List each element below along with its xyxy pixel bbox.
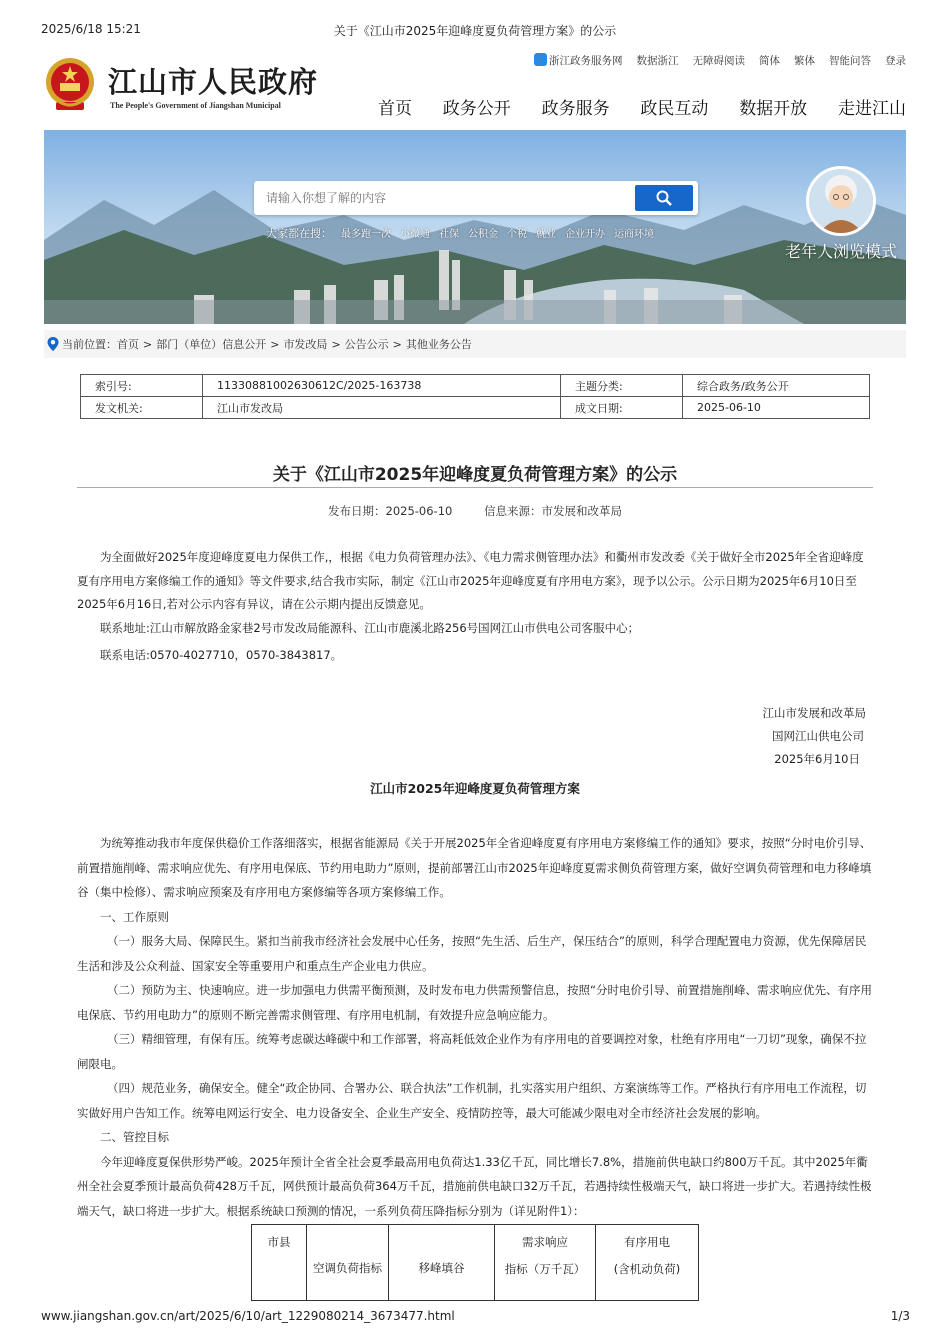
- search-box: [254, 181, 698, 215]
- publish-date: 发布日期：2025-06-10: [328, 504, 453, 518]
- elder-mode-avatar-icon[interactable]: [806, 166, 876, 236]
- hot-search-item[interactable]: 最多跑一次: [341, 229, 391, 240]
- paragraph: （三）精细管理，有保有压。统筹考虑碳达峰碳中和工作部署，将高耗低效企业作为有序用电的首要调控对象，杜绝有序用电“一刀切”现象，确保不拉闸限电。: [77, 1032, 867, 1071]
- section-heading: 一、工作原则: [100, 909, 169, 924]
- breadcrumb: 当前位置： 首页 > 部门（单位）信息公开 > 市发改局 > 公告公示 > 其他业务公告: [44, 330, 906, 358]
- hot-search-row: [266, 225, 654, 241]
- paragraph: （二）预防为主、快速响应。进一步加强电力供需平衡预测，及时发布电力供需预警信息，按照“分时电价引导、前置措施削峰、需求响应优先、有序用电保底、节约用电助力”的原则不断完善需求侧管理、有序用电机制，有效提升应急响应能力。: [77, 983, 872, 1022]
- signature-dept: 江山市发展和改革局: [762, 706, 866, 720]
- signature-date: 2025年6月10日: [774, 752, 860, 766]
- print-url: www.jiangshan.gov.cn/art/2025/6/10/art_1229080214_3673477.html: [41, 1309, 455, 1323]
- paragraph: 为统筹推动我市年度保供稳价工作落细落实，根据省能源局《关于开展2025年全省迎峰度夏有序用电方案修编工作的通知》要求，按照“分时电价引导、前置措施削峰、需求响应优先、有序用电保底、节约用电助力”原则，提前部署江山市2025年迎峰度夏需求侧负荷管理方案，做好空调负荷管理和电力移峰填谷（集中检修）、需求响应预案及有序用电方案修编等各项方案修编工作。: [77, 836, 872, 899]
- breadcrumb-home[interactable]: 首页: [117, 338, 139, 351]
- location-pin-icon: [46, 336, 60, 352]
- hot-search-item[interactable]: 社保: [439, 229, 459, 240]
- site-name-en: The People's Government of Jiangshan Municipal: [110, 101, 281, 110]
- search-button[interactable]: [635, 185, 693, 211]
- paragraph: （四）规范业务，确保安全。健全“政企协同、合署办公、联合执法”工作机制，扎实落实用户组织、方案演练等工作。严格执行有序用电工作流程，切实做好用户告知工作。统筹电网运行安全、电力设备安全、企业生产安全、疫情防控等，最大可能减少限电对全市经济社会发展的影响。: [77, 1081, 867, 1120]
- signature-company: 国网江山供电公司: [772, 729, 864, 743]
- col-orderly-power-line1: 有序用电: [624, 1235, 670, 1249]
- col-county: 市县: [252, 1225, 307, 1301]
- nav-open-data[interactable]: 数据开放: [739, 99, 808, 119]
- hot-search-item[interactable]: 公积金: [468, 229, 498, 240]
- col-ac-load: 空调负荷指标: [307, 1225, 389, 1301]
- issuer-label: 发文机关:: [81, 397, 203, 419]
- col-peak-shift: 移峰填谷: [389, 1225, 495, 1301]
- hot-search-item[interactable]: 就业: [536, 229, 556, 240]
- hot-search-item[interactable]: 小微通: [400, 229, 430, 240]
- signature-block: [600, 702, 866, 771]
- index-value: 11330881002630612C/2025-163738: [203, 375, 561, 397]
- nav-gov-services[interactable]: 政务服务: [541, 99, 610, 119]
- plan-body: [77, 831, 874, 1223]
- breadcrumb-notice[interactable]: 公告公示: [344, 338, 389, 351]
- topic-label: 主题分类:: [561, 375, 683, 397]
- notice-body: [77, 546, 874, 668]
- topic-value: 综合政务/政务公开: [683, 375, 870, 397]
- national-emblem-icon[interactable]: [44, 56, 96, 112]
- col-orderly-power: [596, 1225, 699, 1301]
- col-demand-response: [495, 1225, 596, 1301]
- toplink-traditional[interactable]: 繁体: [794, 55, 815, 67]
- nav-interaction[interactable]: 政民互动: [640, 99, 709, 119]
- breadcrumb-other[interactable]: 其他业务公告: [405, 338, 472, 351]
- publish-info: [0, 503, 950, 519]
- toplink-login[interactable]: 登录: [885, 55, 906, 67]
- toplink-smart-qa[interactable]: 智能问答: [829, 55, 871, 67]
- zhejiang-service-icon: [534, 53, 547, 66]
- elder-mode-link[interactable]: 老年人浏览模式: [785, 242, 898, 261]
- toplink-data-zhejiang[interactable]: 数据浙江: [636, 55, 679, 67]
- nav-gov-affairs[interactable]: 政务公开: [442, 99, 511, 119]
- info-source: 信息来源：市发展和改革局: [484, 504, 622, 518]
- section-heading: 二、管控目标: [100, 1130, 169, 1144]
- index-label: 索引号:: [81, 375, 203, 397]
- title-divider: [77, 487, 873, 488]
- issuer-value: 江山市发改局: [203, 397, 561, 419]
- breadcrumb-fgj[interactable]: 市发改局: [283, 338, 328, 351]
- breadcrumb-label: 当前位置：: [62, 338, 117, 351]
- plan-title: 江山市2025年迎峰度夏负荷管理方案: [370, 781, 580, 796]
- hot-search-label: 大家都在搜：: [266, 227, 332, 240]
- paragraph: （一）服务大局、保障民生。紧扣当前我市经济社会发展中心任务，按照“先生活、后生产，保压结合”的原则，科学合理配置电力资源，优先保障居民生活和涉及公众利益、国家安全等重要用户和重点生产企业电力供应。: [77, 934, 867, 973]
- print-datetime: 2025/6/18 15:21: [41, 22, 141, 36]
- toplink-accessibility[interactable]: 无障碍阅读: [692, 55, 745, 67]
- search-icon: [656, 190, 672, 206]
- contact-phone: 联系电话:0570-4027710，0570-3843817。: [100, 648, 343, 662]
- col-orderly-power-line2: (含机动负荷): [613, 1262, 681, 1276]
- date-label: 成文日期:: [561, 397, 683, 419]
- hot-search-item[interactable]: 运商环境: [614, 229, 654, 240]
- nav-about-jiangshan[interactable]: 走进江山: [837, 99, 906, 119]
- paragraph: 今年迎峰度夏保供形势严峻。2025年预计全省全社会夏季最高用电负荷达1.33亿千瓦，同比增长7.8%，措施前供电缺口约800万千瓦。其中2025年衢州全社会夏季预计最高负荷428万千瓦，网供预计最高负荷364万千瓦，措施前供电缺口32万千瓦，若遇持续性极端天气，缺口将进一步扩大。若遇持续性极端天气，缺口将进一步扩大。根据系统缺口预测的情况，一系列负荷压降指标分别为（详见附件1）：: [77, 1154, 872, 1218]
- breadcrumb-dept[interactable]: 部门（单位）信息公开: [156, 338, 267, 351]
- top-links: [540, 53, 906, 68]
- toplink-zjzwfw[interactable]: 浙江政务服务网: [534, 53, 623, 68]
- hot-search-item[interactable]: 企业开办: [565, 229, 605, 240]
- hot-search-item[interactable]: 个税: [507, 229, 527, 240]
- col-demand-response-line2: 指标（万千瓦）: [504, 1262, 586, 1276]
- main-nav: [378, 94, 906, 119]
- toplink-simplified[interactable]: 简体: [759, 55, 780, 67]
- search-input[interactable]: [254, 181, 634, 215]
- target-table: [251, 1224, 699, 1301]
- doc-meta-table: [80, 374, 870, 419]
- nav-home[interactable]: 首页: [378, 99, 412, 119]
- date-value: 2025-06-10: [683, 397, 870, 419]
- print-page: 1/3: [890, 1309, 910, 1323]
- contact-address: 联系地址:江山市解放路金家巷2号市发改局能源科、江山市鹿溪北路256号国网江山市供电公司客服中心；: [100, 620, 640, 635]
- print-doc-title: 关于《江山市2025年迎峰度夏负荷管理方案》的公示: [333, 24, 617, 38]
- col-demand-response-line1: 需求响应: [522, 1235, 568, 1249]
- article-title: 关于《江山市2025年迎峰度夏负荷管理方案》的公示: [272, 465, 678, 485]
- paragraph: 为全面做好2025年度迎峰度夏电力保供工作,，根据《电力负荷管理办法》、《电力需求侧管理办法》和衢州市发改委《关于做好全市2025年全省迎峰度夏有序用电方案修编工作的通知》等文件要求,结合我市实际，制定《江山市2025年迎峰度夏有序用电方案》，现予以公示。公示日期为2025年6月10日至2025年6月16日,若对公示内容有异议，请在公示期内提出反馈意见。: [77, 550, 864, 611]
- site-name[interactable]: 江山市人民政府: [108, 65, 319, 99]
